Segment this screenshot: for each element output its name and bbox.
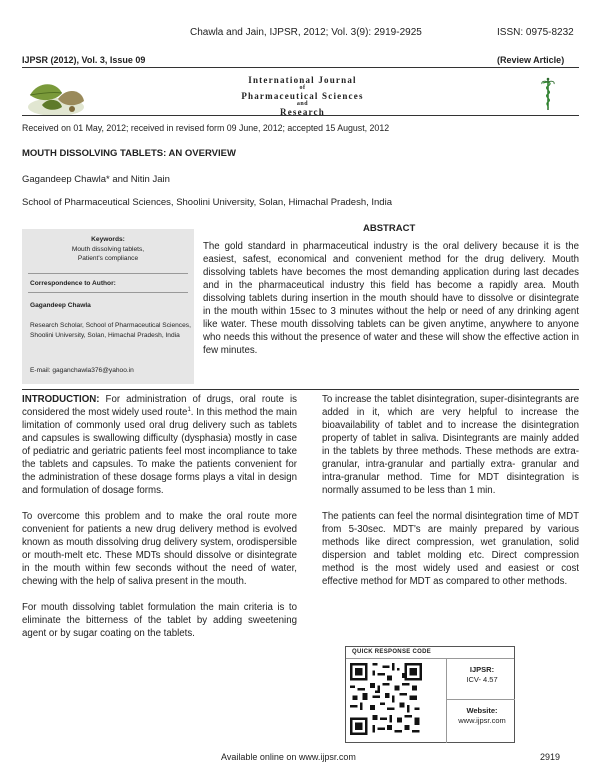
affiliation: School of Pharmaceutical Sciences, Shoolini University, Solan, Himachal Pradesh, India [22,197,392,208]
keyword: Mouth dissolving tablets, [71,245,145,253]
qr-box [345,646,515,743]
body-paragraph: The patients can feel the normal disintegration time of MDT from 5-30sec. MDT's are mainly prepared by various methods like direct compression, wet granulation, solid dispersion and tablet molding etc. Direct compression method is the most widely used and easiest or cost effective method for MDT as compared to other methods. [322,511,579,587]
journal-logo-icon [22,75,92,119]
sidebox-divider [28,292,188,293]
article-info-box [22,229,194,384]
journal-issue: IJPSR (2012), Vol. 3, Issue 09 [22,55,146,65]
keywords-block [22,235,194,264]
received-dates: Received on 01 May, 2012; received in revised form 09 June, 2012; accepted 15 August, 2012 [22,123,390,133]
keyword: Patient's compliance [77,255,139,262]
journal-title [190,76,415,117]
journal-title-and: and [296,101,309,107]
journal-title-line3: Research [280,107,325,117]
introduction-label: INTRODUCTION: [22,394,100,405]
qr-divider [346,658,514,659]
qr-divider [446,658,447,743]
journal-title-line2: Pharmaceutical Sciences [241,91,364,101]
caduceus-icon [540,77,556,111]
body-paragraph [22,393,297,497]
authors: Gagandeep Chawla* and Nitin Jain [22,174,170,185]
page-number: 2919 [540,752,561,762]
abstract-text: The gold standard in pharmaceutical industry is the oral delivery because it is the easiest, safest, economical and convenient method for the drug delivery. Mouth dissolving tablets have becomes the most demanding application during last decades and in the pharmaceutical industry this field has become a rapidly area. Mouth dissolving tablets during insertion in the mouth should have to dissolve or disintegrate in the mouth within 15sec to 3 minutes without the help or need of any drinking agent like water. These mouth dissolving tablets can be given anytime, anywhere to anyone who needs this without the presence of water and these will show the effective action in few minutes. [203,241,579,356]
masthead-rule [22,115,579,116]
body-column-left [22,393,297,653]
qr-divider [446,699,515,700]
correspondence-address: Research Scholar, School of Pharmaceutical Sciences, Shoolini University, Solan, Himachal Pradesh, India [30,322,191,339]
abstract-rule [22,389,579,390]
article-type: (Review Article) [497,55,565,65]
issn: ISSN: 0975-8232 [497,27,574,38]
correspondence-label: Correspondence to Author: [30,280,116,287]
body-paragraph: For mouth dissolving tablet formulation the main criteria is to eliminate the bitterness of the tablet by adding sweetening agent or by sugar coating on the tablets. [22,602,297,639]
sidebox-divider [28,273,188,274]
abstract-heading: ABSTRACT [363,223,416,234]
footer-text: Available online on www.ijpsr.com [221,752,356,762]
qr-icv: ICV- 4.57 [466,675,498,684]
qr-website-block [450,706,514,726]
intro-text-cont: . In this method the main limitation of commonly used oral drug delivery such as tablets and capsules is swallowing difficulty (dysphasia) mostly in case of pediatric and geriatric patients feel most incompliance to take the tablets and capsules. To make the patients convenient for the administration of these dosage forms plays a vital in design and formulation of dosage forms. [22,407,297,496]
body-paragraph: To increase the tablet disintegration, super-disintegrants are added in it, which are very helpful to increase the bioavailability of tablet and to increase the disintegration property of tablet in saliva. Disintegrants are mainly added in the tablets by three methods. These methods are extra- granular, intra-granular and partially extra- granular and intra-granular method. Time for MDT disintegration is normally assumed to be less than 1 min. [322,394,579,496]
article-title: MOUTH DISSOLVING TABLETS: AN OVERVIEW [22,148,236,159]
qr-ijpsr-label: IJPSR: [469,665,495,674]
qr-code-icon[interactable] [350,663,422,735]
running-head: Chawla and Jain, IJPSR, 2012; Vol. 3(9): 2919-2925 [190,27,422,38]
qr-label: QUICK RESPONSE CODE [352,649,432,655]
qr-ijpsr-block [450,665,514,685]
keywords-label: Keywords: [91,236,125,243]
correspondence-email: E-mail: gaganchawla376@yahoo.in [30,367,134,374]
qr-website-label: Website: [466,706,498,715]
qr-website-link[interactable]: www.ijpsr.com [458,716,506,725]
journal-title-line1: International Journal [248,75,357,85]
header-rule [22,67,579,68]
intro-text: For administration of drugs, oral route is considered the most widely used route [22,394,297,418]
body-paragraph: To overcome this problem and to make the oral route more convenient for patients a new drug delivery method is evolved known as mouth dissolving drug delivery system, orodispersible or mouth-melt etc. These MDTs should dissolve or disintegrate in the mouth within few seconds without the need of water, chewing with the help of saliva present in the mouth. [22,511,297,587]
journal-title-of: of [299,85,306,91]
citation-ref[interactable]: 1 [187,406,191,413]
correspondence-name: Gagandeep Chawla [30,302,91,309]
body-column-right [322,393,579,601]
